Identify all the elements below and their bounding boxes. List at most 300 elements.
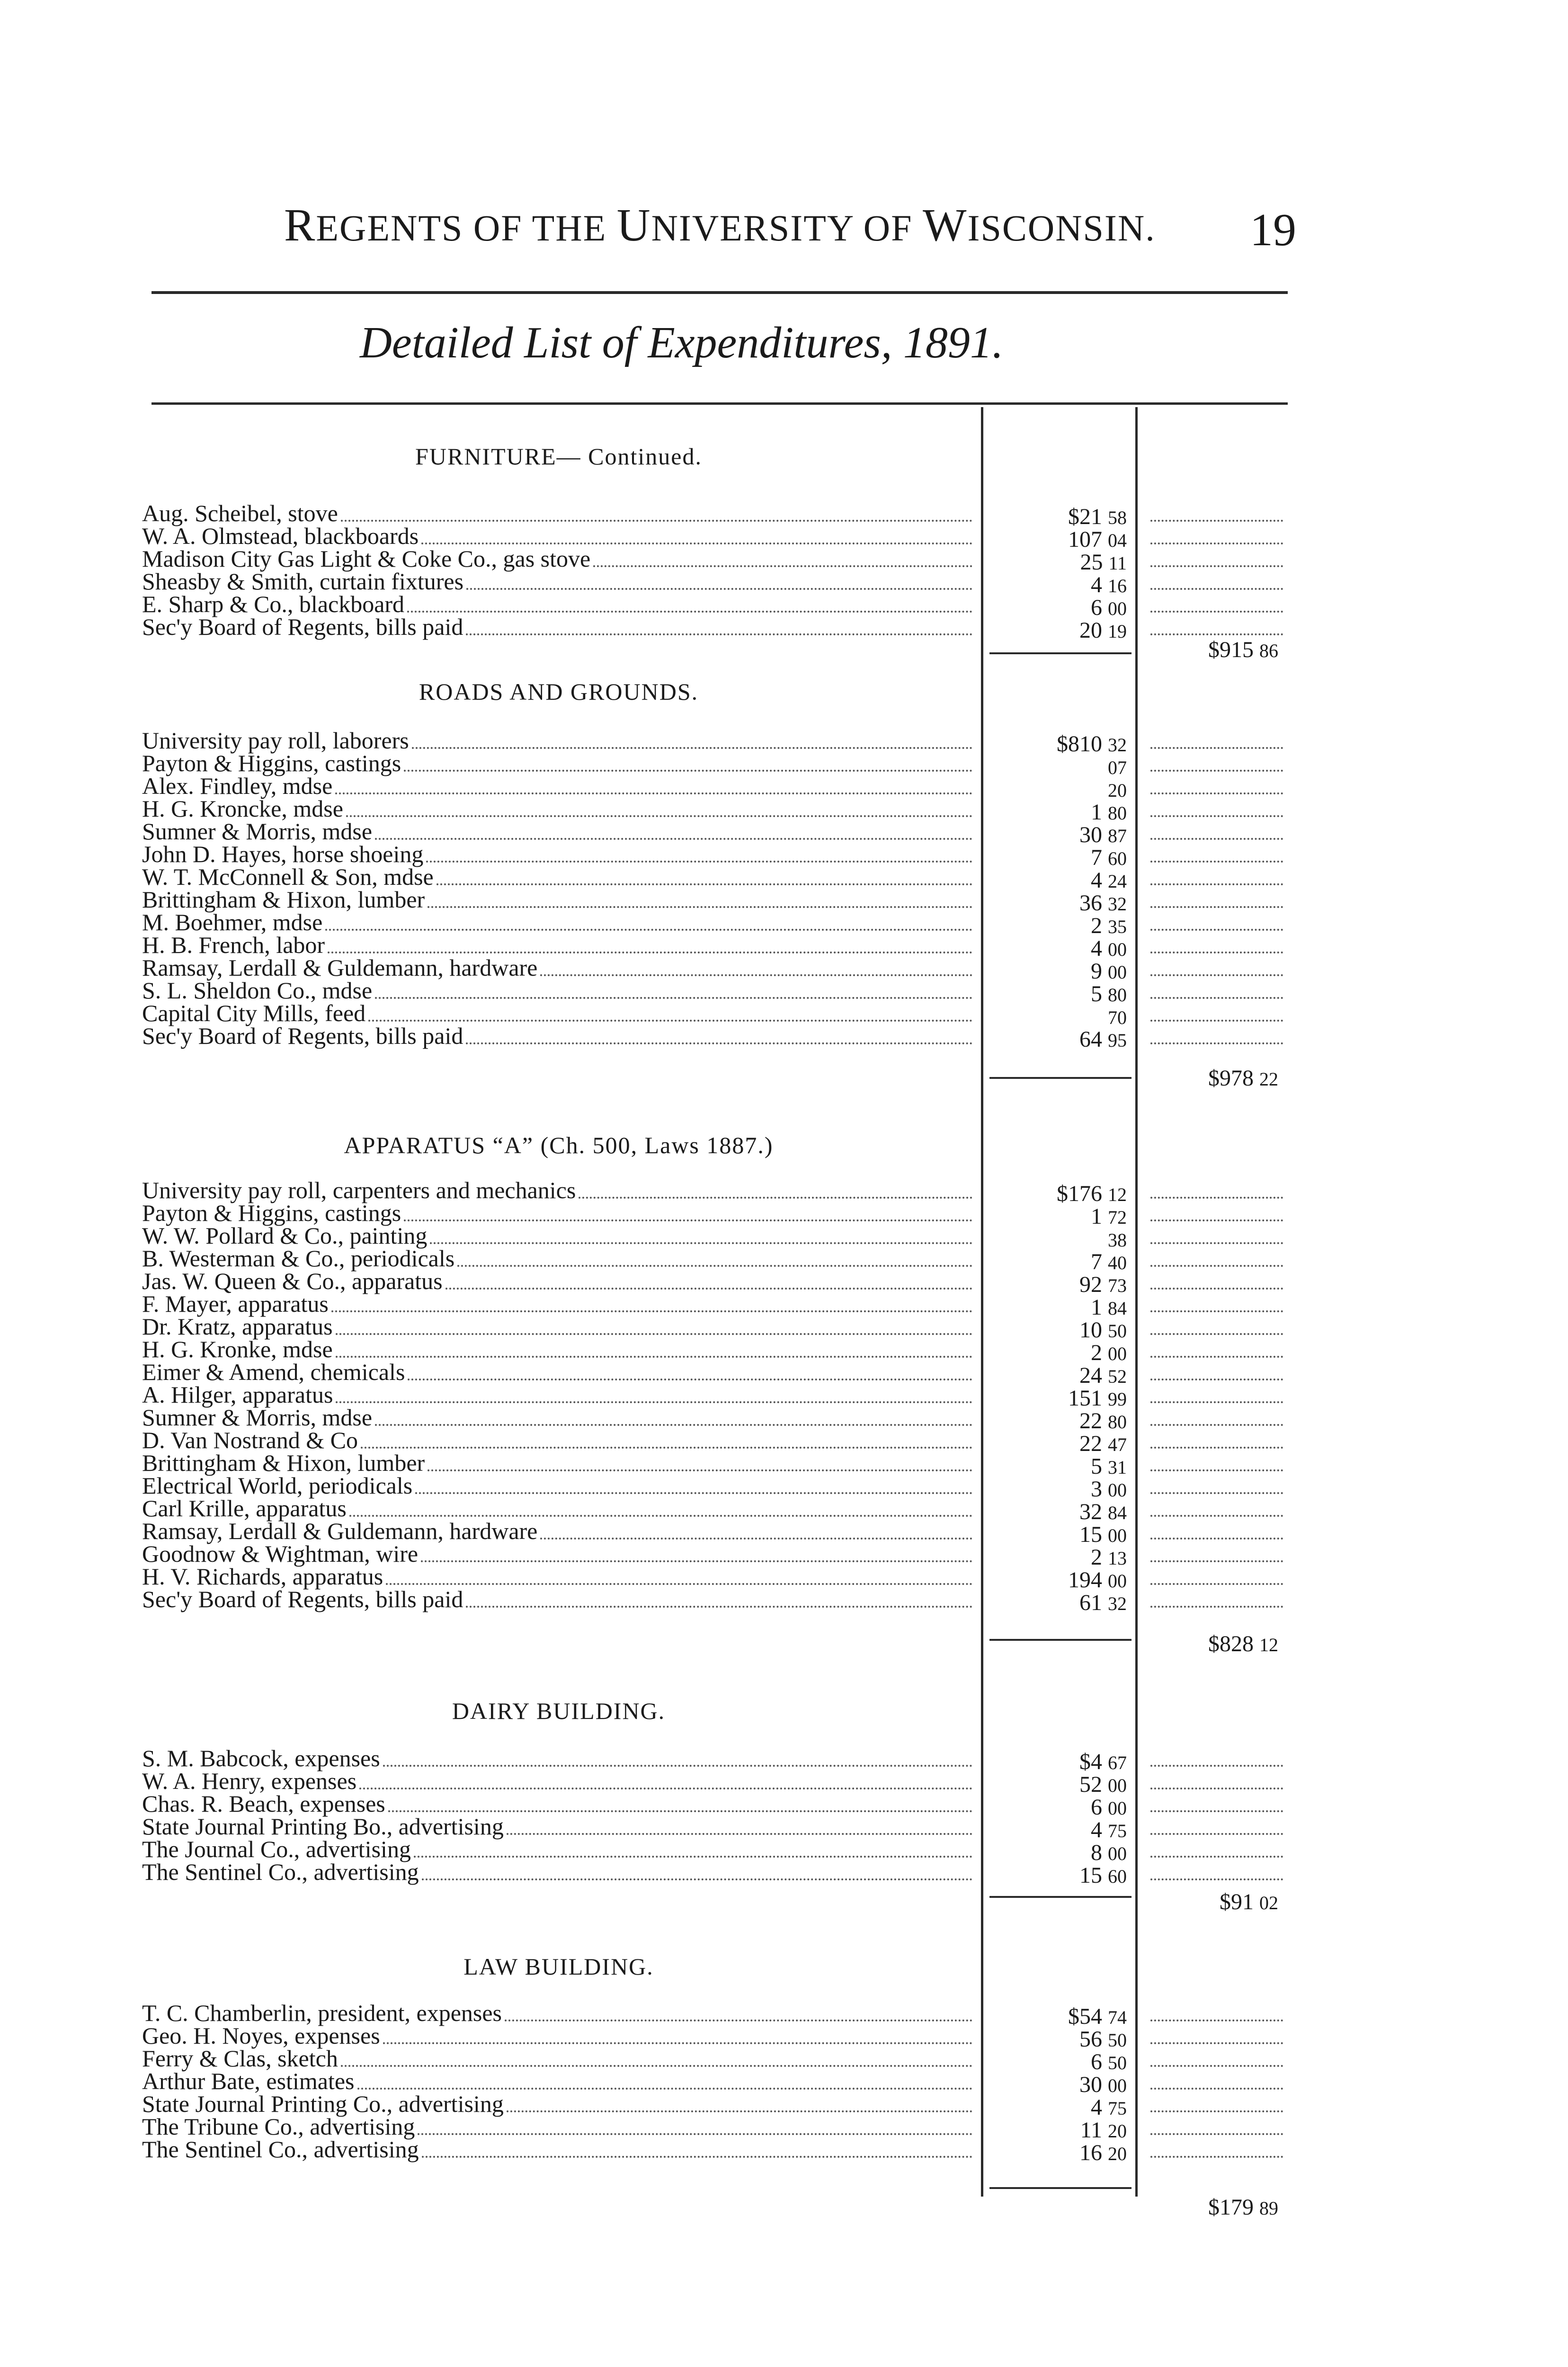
item-description: S. M. Babcock, expenses [142, 1745, 380, 1771]
item-amount [985, 596, 1127, 619]
total-column-leader [1150, 547, 1283, 567]
amount-cents: 67 [1108, 1752, 1127, 1773]
subtotal-rule [989, 1077, 1131, 1079]
dot-leader [336, 1315, 972, 1335]
expenditure-row [142, 1338, 975, 1361]
amount-dollars: 36 [1079, 890, 1102, 916]
item-description: B. Westerman & Co., periodicals [142, 1245, 455, 1272]
section-total [1136, 1889, 1278, 1915]
item-amount [985, 2073, 1127, 2096]
expenditure-row [142, 570, 975, 593]
item-amount [985, 778, 1127, 801]
item-amount [985, 506, 1127, 528]
item-amount [985, 1028, 1127, 1051]
total-cents: 12 [1259, 1634, 1278, 1655]
item-description: Sec'y Board of Regents, bills paid [142, 1023, 463, 1049]
item-description: H. G. Kroncke, mdse [142, 795, 343, 822]
expenditure-row [142, 1224, 975, 1247]
item-description: Brittingham & Hixon, lumber [142, 886, 425, 913]
item-amount [985, 756, 1127, 778]
dot-leader [408, 1361, 972, 1380]
amount-dollars: 5 [1091, 1454, 1102, 1479]
amount-cents: 52 [1108, 1366, 1127, 1387]
item-amount [985, 1501, 1127, 1523]
expenditure-row [142, 774, 975, 797]
total-column-leader [1150, 593, 1283, 613]
page-subtitle: Detailed List of Expenditures, 1891. [360, 318, 1004, 367]
dot-leader [336, 1338, 972, 1358]
item-description: Sumner & Morris, mdse [142, 1404, 373, 1431]
dot-leader [421, 1542, 972, 1562]
amount-cents: 00 [1108, 1343, 1127, 1364]
amount-dollars: 2 [1091, 913, 1102, 938]
expenditure-row [142, 1247, 975, 1270]
item-amount [985, 1455, 1127, 1478]
amount-cents: 84 [1108, 1502, 1127, 1523]
total-dollars: $828 [1208, 1631, 1254, 1656]
total-column-leader [1150, 2070, 1283, 2090]
expenditure-row [142, 1860, 975, 1883]
item-description: Payton & Higgins, castings [142, 750, 401, 776]
total-column-leader [1150, 1770, 1283, 1789]
total-column-leader [1150, 911, 1283, 931]
item-description: University pay roll, laborers [142, 727, 409, 754]
amount-dollars: 1 [1091, 1295, 1102, 1320]
amount-cents: 47 [1108, 1434, 1127, 1455]
expenditure-row [142, 797, 975, 820]
expenditure-row [142, 2115, 975, 2138]
dot-leader [422, 1860, 972, 1880]
total-column-leader [1150, 1474, 1283, 1494]
dot-leader [328, 934, 972, 953]
item-amount [985, 1183, 1127, 1205]
item-description: Ramsay, Lerdall & Guldemann, hardware [142, 954, 538, 981]
amount-dollars: 7 [1091, 1249, 1102, 1274]
amount-dollars: 52 [1079, 1772, 1102, 1797]
expenditure-row [142, 1520, 975, 1542]
amount-cents: 00 [1108, 1843, 1127, 1864]
item-amount [985, 1546, 1127, 1569]
item-amount [985, 2028, 1127, 2051]
total-column-leader [1150, 1247, 1283, 1267]
amount-cents: 04 [1108, 530, 1127, 551]
amount-dollars: $4 [1079, 1749, 1102, 1774]
dot-leader [375, 820, 972, 840]
item-description: Payton & Higgins, castings [142, 1200, 401, 1226]
dot-leader [407, 593, 972, 613]
item-amount [985, 551, 1127, 574]
dot-leader [418, 2115, 972, 2135]
dot-leader [414, 1838, 972, 1858]
amount-dollars: 22 [1079, 1408, 1102, 1433]
expenditure-row [142, 843, 975, 865]
item-amount [985, 1251, 1127, 1273]
expenditure-row [142, 1565, 975, 1588]
amount-dollars: 2 [1091, 1340, 1102, 1365]
item-amount [985, 1228, 1127, 1251]
amount-cents: 00 [1108, 1775, 1127, 1796]
header-initial-w: W [923, 200, 968, 251]
total-column-leader [1150, 1292, 1283, 1312]
total-column-leader [1150, 1588, 1283, 1608]
amount-cents: 00 [1108, 939, 1127, 960]
amount-dollars: $21 [1068, 504, 1102, 529]
amount-dollars: 10 [1079, 1317, 1102, 1343]
dot-leader [505, 2002, 972, 2021]
amount-dollars: $176 [1057, 1181, 1102, 1206]
dot-leader [361, 1429, 972, 1449]
amount-cents: 84 [1108, 1298, 1127, 1319]
item-description: Eimer & Amend, chemicals [142, 1359, 405, 1385]
expenditure-row [142, 502, 975, 525]
item-amount [985, 619, 1127, 642]
amount-dollars: 1 [1091, 800, 1102, 825]
amount-cents: 00 [1108, 1797, 1127, 1819]
dot-leader [325, 911, 972, 931]
total-column-leader [1150, 2024, 1283, 2044]
section-heading-law: LAW BUILDING. [463, 1953, 654, 1980]
total-column-leader [1150, 2002, 1283, 2021]
item-amount [985, 528, 1127, 551]
expenditure-row [142, 1747, 975, 1770]
total-dollars: $179 [1208, 2195, 1254, 2220]
item-description: T. C. Chamberlin, president, expenses [142, 2000, 502, 2026]
total-column-leader [1150, 1383, 1283, 1403]
amount-dollars: 15 [1079, 1522, 1102, 1547]
item-amount [985, 937, 1127, 960]
amount-dollars: 15 [1079, 1863, 1102, 1888]
expenditure-row [142, 956, 975, 979]
subtotal-rule [989, 2187, 1131, 2189]
amount-cents: 60 [1108, 848, 1127, 869]
header-text-egents: EGENTS OF THE [316, 207, 617, 249]
expenditure-row [142, 2092, 975, 2115]
amount-cents: 50 [1108, 2052, 1127, 2073]
item-amount [985, 1842, 1127, 1864]
item-amount [985, 1592, 1127, 1614]
total-column-leader [1150, 820, 1283, 840]
item-description: Ferry & Clas, sketch [142, 2045, 338, 2072]
total-column-leader [1150, 729, 1283, 749]
subtotal-rule [989, 1639, 1131, 1641]
header-initial-r: R [284, 200, 316, 251]
item-description: W. W. Pollard & Co., painting [142, 1222, 428, 1249]
dot-leader [466, 1024, 972, 1044]
total-column-leader [1150, 1792, 1283, 1812]
item-amount [985, 1796, 1127, 1819]
section-total [1136, 637, 1278, 663]
amount-dollars: 56 [1079, 2027, 1102, 2052]
dot-leader [331, 1292, 972, 1312]
dot-leader [346, 797, 972, 817]
expenditure-row [142, 1292, 975, 1315]
subtitle-rule [151, 402, 1288, 405]
expenditure-row [142, 1315, 975, 1338]
amount-cents: 00 [1108, 1525, 1127, 1546]
amount-dollars: 20 [1079, 618, 1102, 643]
amount-cents: 80 [1108, 984, 1127, 1006]
amount-dollars: 16 [1079, 2140, 1102, 2165]
item-description: W. T. McConnell & Son, mdse [142, 863, 434, 890]
item-description: Madison City Gas Light & Coke Co., gas stove [142, 545, 591, 572]
dot-leader [430, 1224, 972, 1244]
total-column-leader [1150, 570, 1283, 590]
item-description: Aug. Scheibel, stove [142, 500, 338, 526]
item-amount [985, 1006, 1127, 1028]
item-amount [985, 869, 1127, 892]
amount-dollars: 3 [1091, 1477, 1102, 1502]
running-header [284, 199, 1156, 252]
amount-dollars: 107 [1068, 527, 1102, 552]
total-column-leader [1150, 1179, 1283, 1199]
dot-leader [437, 865, 972, 885]
total-column-leader [1150, 1747, 1283, 1767]
total-column-leader [1150, 1224, 1283, 1244]
total-column-leader [1150, 1542, 1283, 1562]
dot-leader [445, 1270, 972, 1290]
dot-leader [368, 1002, 972, 1022]
section-heading-apparatus: APPARATUS “A” (Ch. 500, Laws 1887.) [344, 1132, 774, 1158]
dot-leader [457, 1247, 972, 1267]
total-column-leader [1150, 979, 1283, 999]
amount-dollars: 4 [1091, 868, 1102, 893]
dot-leader [540, 956, 972, 976]
item-description: S. L. Sheldon Co., mdse [142, 977, 373, 1004]
item-amount [985, 574, 1127, 596]
header-initial-u: U [616, 200, 651, 251]
total-column-leader [1150, 774, 1283, 794]
item-amount [985, 801, 1127, 824]
dot-leader [349, 1497, 972, 1517]
dot-leader [359, 1770, 972, 1789]
amount-dollars: 6 [1091, 595, 1102, 620]
header-rule [151, 291, 1288, 294]
total-cents: 86 [1259, 640, 1278, 661]
amount-dollars: 4 [1091, 936, 1102, 961]
item-amount [985, 1296, 1127, 1319]
item-amount [985, 983, 1127, 1006]
expenditure-row [142, 888, 975, 911]
amount-cents: 50 [1108, 1320, 1127, 1342]
expenditure-row [142, 1361, 975, 1383]
item-amount [985, 1773, 1127, 1796]
item-description: H. G. Kronke, mdse [142, 1336, 333, 1362]
item-amount [985, 1819, 1127, 1842]
dot-leader [404, 752, 972, 772]
expenditure-row [142, 820, 975, 843]
dot-leader [341, 2047, 972, 2067]
amount-cents: 58 [1108, 507, 1127, 528]
dot-leader [593, 547, 972, 567]
item-description: M. Boehmer, mdse [142, 909, 323, 935]
total-column-leader [1150, 752, 1283, 772]
item-amount [985, 2096, 1127, 2119]
page-number: 19 [1250, 205, 1296, 256]
total-column-leader [1150, 1520, 1283, 1539]
expenditure-row [142, 1406, 975, 1429]
total-column-leader [1150, 1270, 1283, 1290]
item-description: W. A. Henry, expenses [142, 1768, 357, 1794]
expenditure-row [142, 911, 975, 934]
dot-leader [404, 1201, 972, 1221]
total-column-leader [1150, 2092, 1283, 2112]
expenditure-row [142, 1429, 975, 1451]
dot-leader [415, 1474, 972, 1494]
expenditure-row [142, 934, 975, 956]
amount-cents: 32 [1108, 1593, 1127, 1614]
expenditure-row [142, 1792, 975, 1815]
amount-dollars: 64 [1079, 1027, 1102, 1052]
dot-leader [507, 2092, 972, 2112]
dot-leader [466, 615, 972, 635]
amount-cents: 32 [1108, 893, 1127, 915]
amount-cents: 19 [1108, 621, 1127, 642]
expenditure-row [142, 1201, 975, 1224]
amount-cents: 35 [1108, 916, 1127, 937]
amount-dollars: 11 [1080, 2118, 1102, 2143]
total-column-leader [1150, 1361, 1283, 1380]
item-description: E. Sharp & Co., blackboard [142, 591, 405, 617]
amount-dollars: 194 [1068, 1567, 1102, 1593]
amount-cents: 12 [1108, 1184, 1127, 1205]
amount-cents: 40 [1108, 1252, 1127, 1273]
expenditure-row [142, 1838, 975, 1860]
item-description: Alex. Findley, mdse [142, 773, 333, 799]
total-column-leader [1150, 888, 1283, 908]
item-description: The Sentinel Co., advertising [142, 1859, 419, 1885]
dot-leader [466, 570, 972, 590]
item-description: Electrical World, periodicals [142, 1472, 413, 1499]
item-description: Goodnow & Wightman, wire [142, 1540, 419, 1567]
dot-leader [428, 1451, 972, 1471]
amount-dollars: 4 [1091, 1817, 1102, 1842]
item-description: H. B. French, labor [142, 932, 325, 958]
total-column-leader [1150, 502, 1283, 522]
item-amount [985, 1342, 1127, 1364]
amount-cents: 99 [1108, 1388, 1127, 1410]
item-description: H. V. Richards, apparatus [142, 1563, 383, 1590]
amount-dollars: 4 [1091, 572, 1102, 597]
dot-leader [341, 502, 972, 522]
amount-cents: 20 [1108, 780, 1127, 801]
dot-leader [507, 1815, 972, 1835]
amount-dollars: 25 [1080, 550, 1103, 575]
section-total [1136, 2194, 1278, 2220]
expenditure-row [142, 2138, 975, 2161]
total-column-leader [1150, 1565, 1283, 1585]
item-amount [985, 2051, 1127, 2073]
amount-cents: 38 [1108, 1229, 1127, 1251]
header-text-isconsin: ISCONSIN. [967, 207, 1156, 249]
amount-dollars: 151 [1068, 1386, 1102, 1411]
amount-cents: 80 [1108, 802, 1127, 824]
amount-cents: 00 [1108, 2075, 1127, 2096]
section-heading-dairy: DAIRY BUILDING. [452, 1698, 666, 1724]
item-description: A. Hilger, apparatus [142, 1381, 333, 1408]
amount-dollars: 32 [1079, 1499, 1102, 1524]
expenditure-row [142, 1474, 975, 1497]
subtotal-rule [989, 652, 1131, 654]
subtotal-rule [989, 1896, 1131, 1898]
item-amount [985, 2005, 1127, 2028]
item-amount [985, 1319, 1127, 1342]
expenditure-row [142, 2070, 975, 2092]
item-amount [985, 1433, 1127, 1455]
expenditure-row [142, 979, 975, 1002]
amount-dollars: 92 [1079, 1272, 1102, 1297]
dot-leader [426, 843, 972, 863]
amount-dollars: 30 [1079, 2072, 1102, 2097]
total-column-leader [1150, 1815, 1283, 1835]
item-amount [985, 1864, 1127, 1887]
amount-cents: 20 [1108, 2120, 1127, 2142]
amount-cents: 80 [1108, 1411, 1127, 1433]
total-column-leader [1150, 2115, 1283, 2135]
item-description: John D. Hayes, horse shoeing [142, 841, 424, 867]
amount-dollars: 8 [1091, 1840, 1102, 1865]
expenditure-row [142, 593, 975, 615]
expenditure-row [142, 752, 975, 774]
dot-leader [386, 1565, 972, 1585]
item-description: Sec'y Board of Regents, bills paid [142, 614, 463, 640]
item-description: The Tribune Co., advertising [142, 2113, 415, 2140]
amount-cents: 00 [1108, 961, 1127, 983]
amount-cents: 87 [1108, 825, 1127, 846]
expenditure-row [142, 1270, 975, 1292]
item-description: Capital City Mills, feed [142, 1000, 366, 1026]
amount-cents: 07 [1108, 757, 1127, 778]
amount-dollars: 1 [1091, 1204, 1102, 1229]
item-description: The Journal Co., advertising [142, 1836, 411, 1862]
item-amount [985, 1364, 1127, 1387]
amount-dollars: 61 [1079, 1590, 1102, 1615]
total-dollars: $978 [1208, 1066, 1254, 1091]
expenditure-row [142, 865, 975, 888]
item-description: Geo. H. Noyes, expenses [142, 2022, 380, 2049]
dot-leader [421, 525, 972, 544]
item-description: State Journal Printing Co., advertising [142, 2091, 504, 2117]
amount-dollars: $54 [1068, 2004, 1102, 2029]
total-column-leader [1150, 797, 1283, 817]
item-amount [985, 892, 1127, 915]
item-description: Sec'y Board of Regents, bills paid [142, 1586, 463, 1612]
item-description: Dr. Kratz, apparatus [142, 1313, 333, 1340]
section-total [1136, 1065, 1278, 1091]
amount-dollars: 5 [1091, 981, 1102, 1006]
expenditure-row [142, 1383, 975, 1406]
item-description: Chas. R. Beach, expenses [142, 1790, 385, 1817]
item-amount [985, 2119, 1127, 2142]
amount-dollars: 6 [1091, 2049, 1102, 2074]
item-amount [985, 1273, 1127, 1296]
total-dollars: $91 [1220, 1889, 1254, 1914]
total-cents: 02 [1259, 1892, 1278, 1913]
item-description: Arthur Bate, estimates [142, 2068, 355, 2094]
amount-cents: 75 [1108, 1820, 1127, 1842]
total-column-leader [1150, 1429, 1283, 1449]
amount-cents: 00 [1108, 1570, 1127, 1592]
section-total [1136, 1631, 1278, 1657]
amount-cents: 00 [1108, 598, 1127, 619]
total-column-leader [1150, 843, 1283, 863]
expenditure-row [142, 2002, 975, 2024]
dot-leader [383, 1747, 972, 1767]
dot-leader [375, 1406, 972, 1426]
expenditure-row [142, 1588, 975, 1611]
total-column-leader [1150, 1002, 1283, 1022]
amount-cents: 95 [1108, 1030, 1127, 1051]
total-dollars: $915 [1208, 637, 1254, 662]
